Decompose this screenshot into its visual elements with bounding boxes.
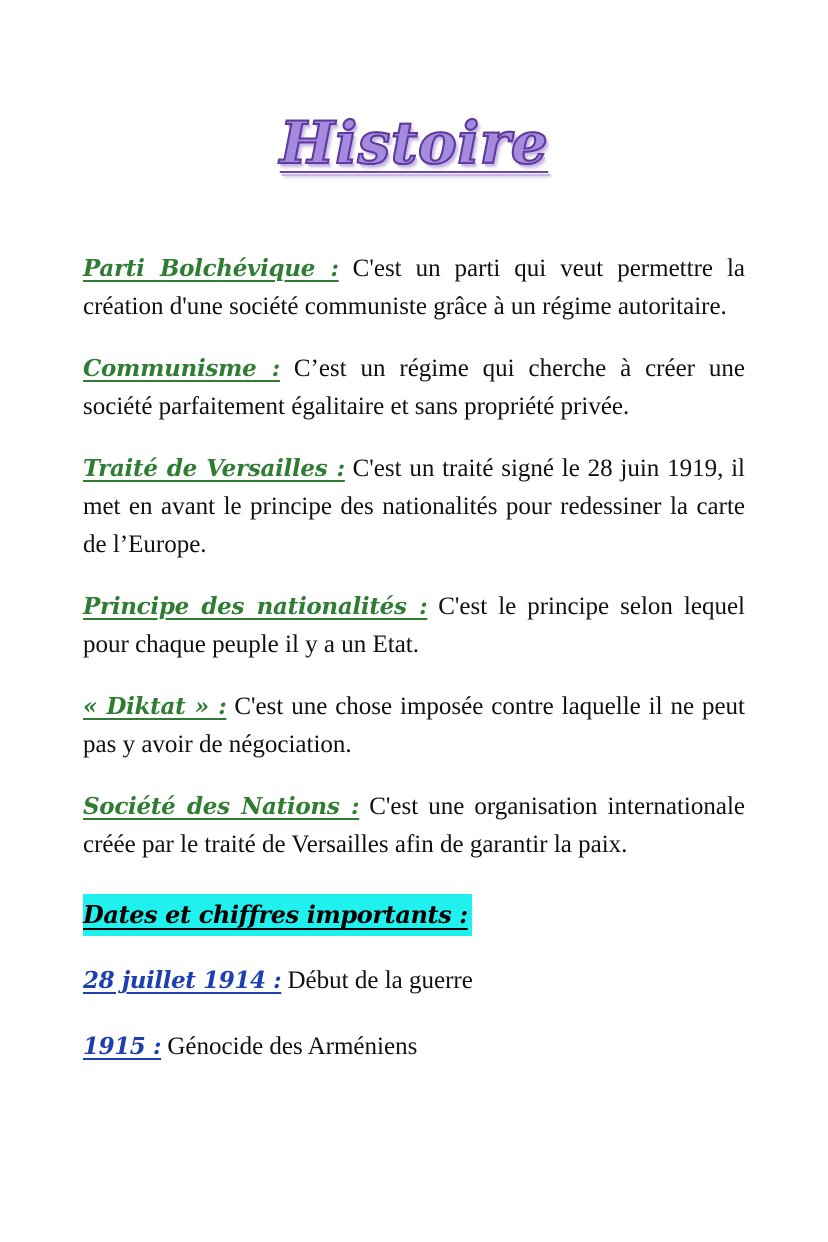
- definition-text: C'est un traité signé le 28 juin 1919, il met en avant le principe des nationalités pour redessiner la carte de l’Europe.: [83, 455, 745, 558]
- definition-term: Société des Nations :: [83, 793, 360, 820]
- page-title: Histoire: [279, 109, 549, 177]
- date-label: 1915 :: [83, 1033, 162, 1060]
- definition-parti-bolchevique: [83, 250, 745, 326]
- date-text: Début de la guerre: [281, 967, 473, 994]
- date-text: Génocide des Arméniens: [161, 1033, 418, 1060]
- definition-societe-des-nations: [83, 788, 745, 864]
- definition-term: Communisme :: [83, 355, 280, 382]
- definition-diktat: [83, 688, 745, 764]
- definition-text: C'est une chose imposée contre laquelle il ne peut pas y avoir de négociation.: [83, 693, 746, 758]
- date-label: 28 juillet 1914 :: [83, 967, 282, 994]
- dates-section-heading: Dates et chiffres importants :: [83, 894, 472, 936]
- definition-text: C’est un régime qui cherche à créer une société parfaitement égalitaire et sans propriété privée.: [83, 355, 745, 420]
- definition-term: Traité de Versailles :: [83, 455, 345, 482]
- definition-term: « Diktat » :: [83, 693, 227, 720]
- definition-principe-des-nationalites: [83, 588, 745, 664]
- definition-term: Parti Bolchévique :: [83, 255, 339, 282]
- definition-text: C'est une organisation internationale créée par le traité de Versailles afin de garantir la paix.: [83, 793, 745, 858]
- date-item: [83, 1028, 745, 1066]
- definition-traite-de-versailles: [83, 450, 745, 564]
- date-item: [83, 962, 745, 1000]
- document-body: [83, 250, 745, 1094]
- definition-text: C'est un parti qui veut permettre la création d'une société communiste grâce à un régime autoritaire.: [83, 255, 745, 320]
- definition-communisme: [83, 350, 745, 426]
- definition-term: Principe des nationalités :: [83, 593, 428, 620]
- definition-text: C'est le principe selon lequel pour chaque peuple il y a un Etat.: [83, 593, 745, 658]
